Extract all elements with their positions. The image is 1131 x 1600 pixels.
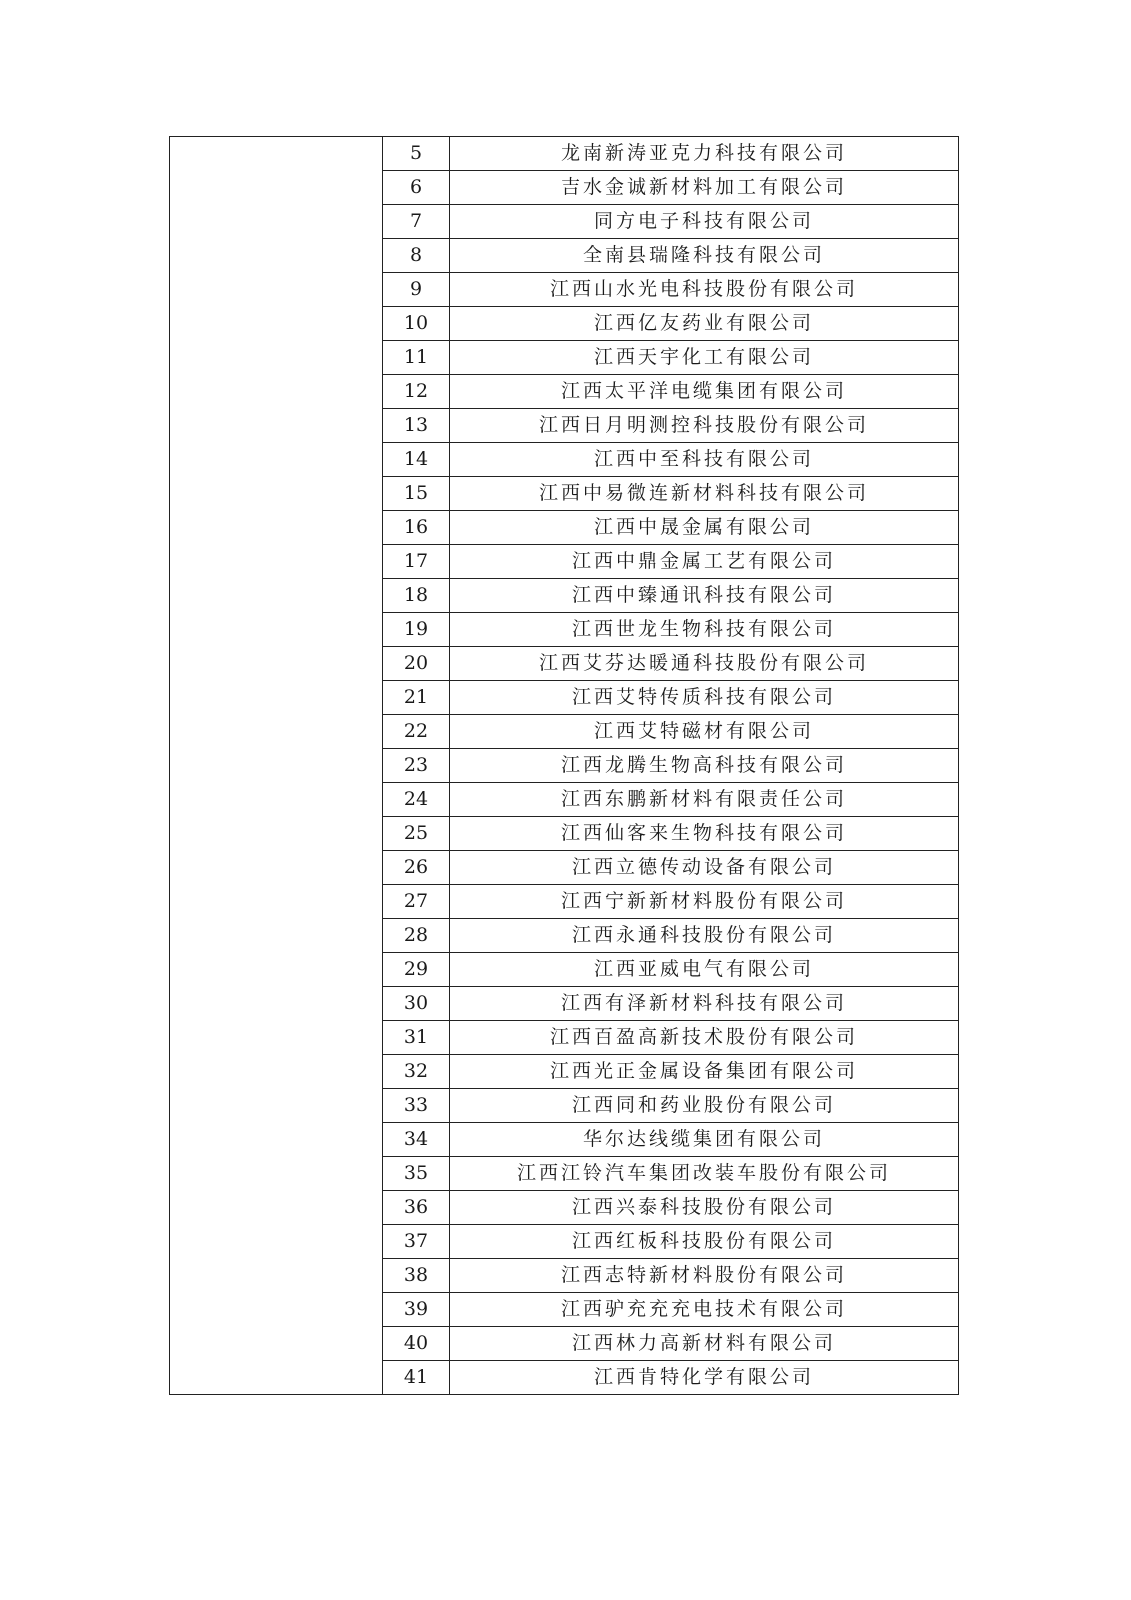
row-number-cell: 21 xyxy=(383,681,450,715)
row-number-cell: 16 xyxy=(383,511,450,545)
row-number-cell: 41 xyxy=(383,1361,450,1395)
company-name-cell: 江西光正金属设备集团有限公司 xyxy=(450,1055,959,1089)
category-cell xyxy=(170,137,383,1395)
row-number-cell: 10 xyxy=(383,307,450,341)
table-row xyxy=(170,137,959,171)
company-name-cell: 江西有泽新材料科技有限公司 xyxy=(450,987,959,1021)
company-name-cell: 江西太平洋电缆集团有限公司 xyxy=(450,375,959,409)
row-number-cell: 7 xyxy=(383,205,450,239)
row-number-cell: 24 xyxy=(383,783,450,817)
company-name-cell: 江西中臻通讯科技有限公司 xyxy=(450,579,959,613)
row-number-cell: 19 xyxy=(383,613,450,647)
row-number-cell: 32 xyxy=(383,1055,450,1089)
company-name-cell: 江西山水光电科技股份有限公司 xyxy=(450,273,959,307)
row-number-cell: 29 xyxy=(383,953,450,987)
row-number-cell: 6 xyxy=(383,171,450,205)
row-number-cell: 9 xyxy=(383,273,450,307)
company-name-cell: 江西同和药业股份有限公司 xyxy=(450,1089,959,1123)
company-name-cell: 江西亿友药业有限公司 xyxy=(450,307,959,341)
row-number-cell: 18 xyxy=(383,579,450,613)
row-number-cell: 35 xyxy=(383,1157,450,1191)
company-name-cell: 全南县瑞隆科技有限公司 xyxy=(450,239,959,273)
company-name-cell: 江西永通科技股份有限公司 xyxy=(450,919,959,953)
company-name-cell: 江西驴充充充电技术有限公司 xyxy=(450,1293,959,1327)
row-number-cell: 28 xyxy=(383,919,450,953)
company-name-cell: 江西百盈高新技术股份有限公司 xyxy=(450,1021,959,1055)
company-name-cell: 江西世龙生物科技有限公司 xyxy=(450,613,959,647)
row-number-cell: 33 xyxy=(383,1089,450,1123)
company-name-cell: 江西江铃汽车集团改装车股份有限公司 xyxy=(450,1157,959,1191)
row-number-cell: 20 xyxy=(383,647,450,681)
row-number-cell: 8 xyxy=(383,239,450,273)
row-number-cell: 30 xyxy=(383,987,450,1021)
company-name-cell: 江西中晟金属有限公司 xyxy=(450,511,959,545)
row-number-cell: 31 xyxy=(383,1021,450,1055)
company-name-cell: 江西中易微连新材料科技有限公司 xyxy=(450,477,959,511)
company-name-cell: 江西中鼎金属工艺有限公司 xyxy=(450,545,959,579)
row-number-cell: 38 xyxy=(383,1259,450,1293)
company-name-cell: 江西天宇化工有限公司 xyxy=(450,341,959,375)
row-number-cell: 11 xyxy=(383,341,450,375)
company-table-body xyxy=(170,137,959,1395)
company-name-cell: 江西东鹏新材料有限责任公司 xyxy=(450,783,959,817)
row-number-cell: 27 xyxy=(383,885,450,919)
company-name-cell: 江西林力高新材料有限公司 xyxy=(450,1327,959,1361)
row-number-cell: 13 xyxy=(383,409,450,443)
company-table xyxy=(169,136,959,1395)
company-name-cell: 江西艾特传质科技有限公司 xyxy=(450,681,959,715)
row-number-cell: 36 xyxy=(383,1191,450,1225)
row-number-cell: 12 xyxy=(383,375,450,409)
company-name-cell: 江西艾特磁材有限公司 xyxy=(450,715,959,749)
row-number-cell: 14 xyxy=(383,443,450,477)
row-number-cell: 25 xyxy=(383,817,450,851)
row-number-cell: 34 xyxy=(383,1123,450,1157)
company-name-cell: 江西红板科技股份有限公司 xyxy=(450,1225,959,1259)
row-number-cell: 17 xyxy=(383,545,450,579)
company-table-container xyxy=(169,136,959,1395)
company-name-cell: 江西中至科技有限公司 xyxy=(450,443,959,477)
company-name-cell: 江西宁新新材料股份有限公司 xyxy=(450,885,959,919)
company-name-cell: 江西立德传动设备有限公司 xyxy=(450,851,959,885)
row-number-cell: 37 xyxy=(383,1225,450,1259)
row-number-cell: 15 xyxy=(383,477,450,511)
company-name-cell: 江西肯特化学有限公司 xyxy=(450,1361,959,1395)
company-name-cell: 华尔达线缆集团有限公司 xyxy=(450,1123,959,1157)
company-name-cell: 江西志特新材料股份有限公司 xyxy=(450,1259,959,1293)
company-name-cell: 龙南新涛亚克力科技有限公司 xyxy=(450,137,959,171)
row-number-cell: 23 xyxy=(383,749,450,783)
company-name-cell: 江西亚威电气有限公司 xyxy=(450,953,959,987)
company-name-cell: 江西仙客来生物科技有限公司 xyxy=(450,817,959,851)
row-number-cell: 26 xyxy=(383,851,450,885)
company-name-cell: 江西艾芬达暖通科技股份有限公司 xyxy=(450,647,959,681)
company-name-cell: 吉水金诚新材料加工有限公司 xyxy=(450,171,959,205)
company-name-cell: 江西日月明测控科技股份有限公司 xyxy=(450,409,959,443)
company-name-cell: 江西龙腾生物高科技有限公司 xyxy=(450,749,959,783)
company-name-cell: 江西兴泰科技股份有限公司 xyxy=(450,1191,959,1225)
company-name-cell: 同方电子科技有限公司 xyxy=(450,205,959,239)
row-number-cell: 39 xyxy=(383,1293,450,1327)
row-number-cell: 22 xyxy=(383,715,450,749)
row-number-cell: 40 xyxy=(383,1327,450,1361)
row-number-cell: 5 xyxy=(383,137,450,171)
